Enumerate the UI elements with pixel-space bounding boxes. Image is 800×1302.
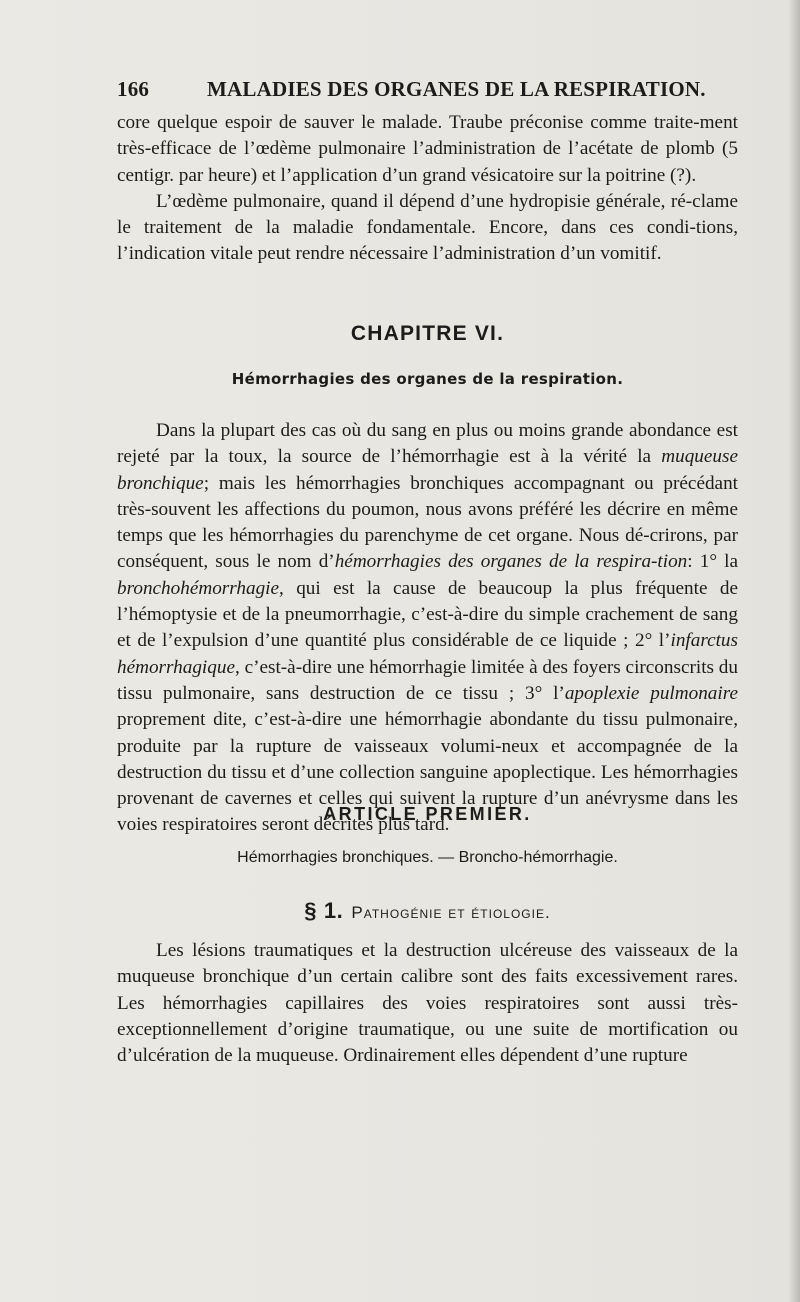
chapter-text-part-6: proprement dite, c’est-à-dire une hémorrhagie abondante du tissu pulmonaire, produite par la rupture de vaisseaux volumi-neux et accompagnée de la destruction du tissu et d’une collection sanguine apoplectique. Les hémorrhagies provenant de cavernes et celles qui suivent la rupture d’un anévrysme dans les voies respiratoires seront décrites plus tard.: [117, 709, 738, 836]
section-number: § 1.: [304, 898, 344, 923]
chapter-subtitle: Hémorrhagies des organes de la respiration.: [231, 370, 624, 388]
running-head: [117, 74, 738, 104]
chapter-text-italic-4: infarctus hémorrhagique: [117, 630, 738, 678]
chapter-text-italic-3: bronchohémorrhagie: [117, 577, 280, 599]
intro-text: [117, 110, 738, 268]
chapter-title: CHAPITRE VI.: [350, 322, 505, 345]
page-edge-shadow: [788, 0, 800, 1302]
article-subtitle: Hémorrhagies bronchiques. — Broncho-hémorrhagie.: [237, 849, 618, 866]
section-heading: [117, 898, 738, 924]
chapter-text-italic-5: apoplexie pulmonaire: [564, 682, 738, 704]
running-title: MALADIES DES ORGANES DE LA RESPIRATION.: [207, 77, 706, 101]
page-number: 166: [117, 77, 150, 101]
chapter-text-italic-2: hémorrhagies des organes de la respira-tion: [334, 551, 688, 573]
chapter-paragraph: [117, 418, 738, 839]
chapter-text-part-4: , qui est la cause de beaucoup la plus fréquente de l’hémoptysie et de la pneumorrhagie, c’est-à-dire du simple crachement de sang et de l’expulsion d’une quantité plus considérable de ce liquide ; 2° l’: [117, 577, 738, 652]
section-paragraph: Les lésions traumatiques et la destruction ulcéreuse des vaisseaux de la muqueuse bronchique d’un certain calibre sont des faits excessivement rares. Les hémorrhagies capillaires des voies respiratoires sont aussi très-exceptionnellement d’origine traumatique, ou une suite de mortification ou d’ulcération de la muqueuse. Ordinairement elles dépendent d’une rupture: [117, 940, 738, 1067]
section-text: [117, 938, 738, 1069]
chapter-text-part-2: ; mais les hémorrhagies bronchiques accompagnant ou précédant très-souvent les affections du poumon, nous avons préféré les décrire en même temps que les hémorrhagies du parenchyme de cet organe. Nous dé-crirons, par conséquent, sous le nom d’: [117, 472, 738, 573]
chapter-text-part-5: , c’est-à-dire une hémorrhagie limitée à des foyers circonscrits du tissu pulmonaire, sans destruction de ce tissu ; 3° l’: [117, 656, 738, 704]
intro-paragraph-1: core quelque espoir de sauver le malade. Traube préconise comme traite-ment très-efficace de l’œdème pulmonaire l’administration de l’acétate de plomb (5 centigr. par heure) et l’application d’un grand vésicatoire sur la poitrine (?).: [117, 112, 738, 186]
chapter-text-part-1: Dans la plupart des cas où du sang en plus ou moins grande abondance est rejeté par la toux, la source de l’hémorrhagie est à la vérité la: [117, 420, 738, 468]
intro-paragraph-2: L’œdème pulmonaire, quand il dépend d’une hydropisie générale, ré-clame le traitement de la maladie fondamentale. Encore, dans ces condi-tions, l’indication vitale peut rendre nécessaire l’administration d’un vomitif.: [117, 190, 738, 265]
chapter-text-part-3: : 1° la: [687, 551, 738, 573]
section-title: Pathogénie et étiologie.: [351, 903, 551, 922]
article-title: ARTICLE PREMIER.: [323, 804, 532, 824]
chapter-text-italic-1: muqueuse bronchique: [117, 446, 738, 494]
chapter-text: [117, 418, 738, 839]
